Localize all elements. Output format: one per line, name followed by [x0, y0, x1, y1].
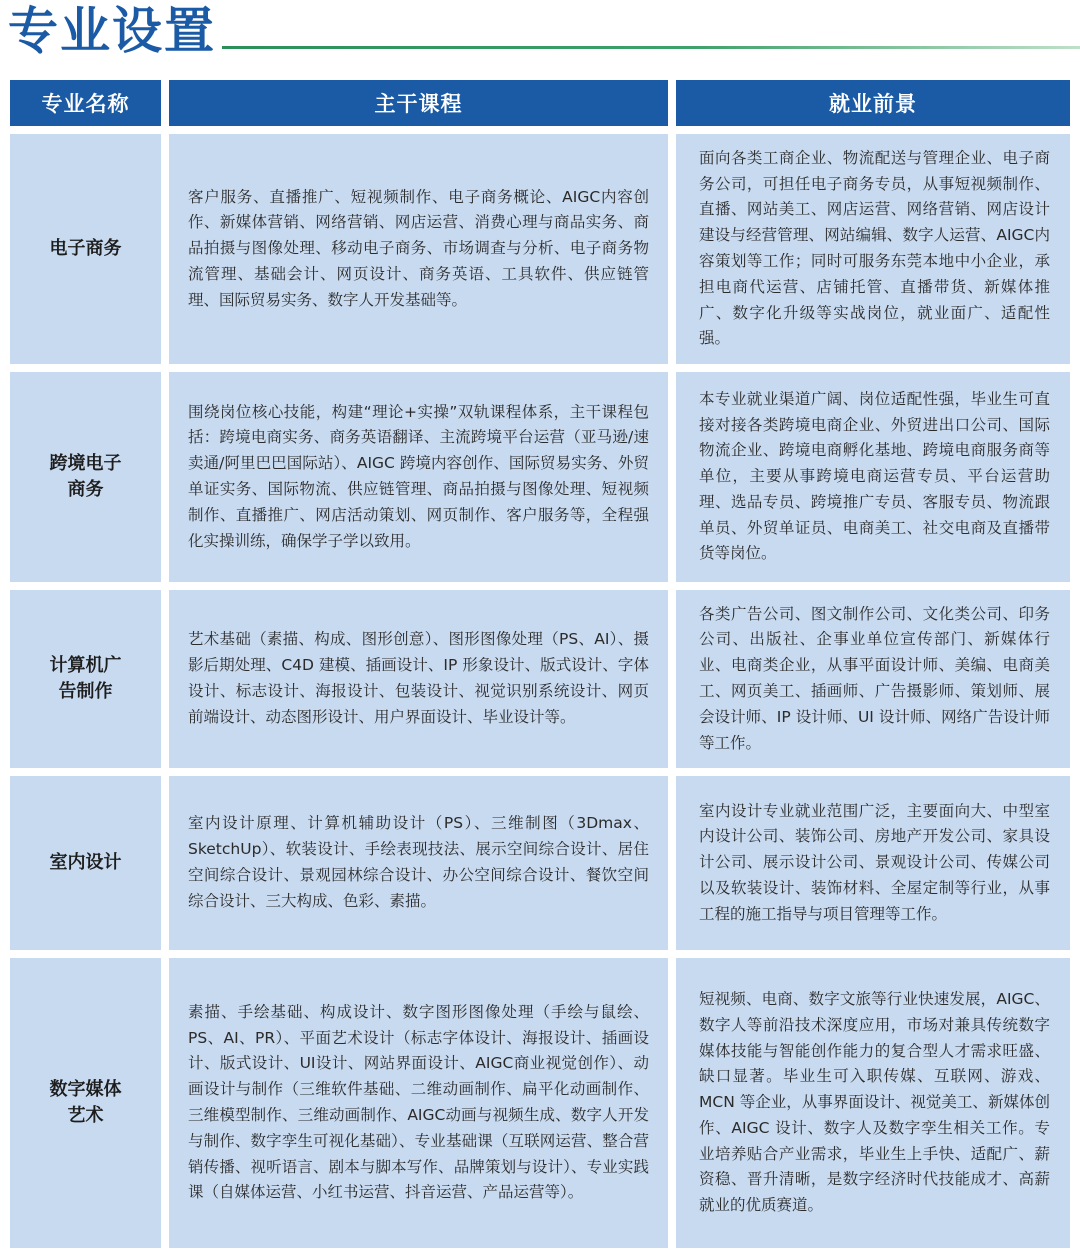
majors-table: [10, 80, 1070, 1248]
major-name: 室内设计: [10, 776, 161, 950]
table-header-row: [10, 80, 1070, 126]
core-courses-text: 围绕岗位核心技能，构建“理论+实操”双轨课程体系，主干课程包括：跨境电商实务、商务英语翻译、主流跨境平台运营（亚马逊/速卖通/阿里巴巴国际站）、AIGC 跨境内容创作、国际贸易实务、外贸单证实务、国际物流、供应链管理、商品拍摄与图像处理、短视频制作、直播推广、网店活动策划、网页制作、客户服务等，全程强化实操训练，确保学子学以致用。: [188, 402, 649, 550]
core-courses: [169, 958, 668, 1248]
table-row: [10, 776, 1070, 950]
major-name: [10, 372, 161, 582]
career-prospects: [676, 372, 1070, 582]
core-courses: [169, 372, 668, 582]
major-name: [10, 590, 161, 768]
career-prospects-text: 各类广告公司、图文制作公司、文化类公司、印务公司、出版社、企事业单位宣传部门、新媒体行业、电商类企业，从事平面设计师、美编、电商美工、网页美工、插画师、广告摄影师、策划师、展会设计师、IP 设计师、UI 设计师、网络广告设计师等工作。: [699, 604, 1050, 752]
major-name: [10, 958, 161, 1248]
table-row: [10, 372, 1070, 582]
career-prospects-text: 室内设计专业就业范围广泛，主要面向大、中型室内设计公司、装饰公司、房地产开发公司、家具设计公司、展示设计公司、景观设计公司、传媒公司以及软装设计、装饰材料、全屋定制等行业，从事工程的施工指导与项目管理等工作。: [699, 801, 1050, 923]
core-courses-text: 客户服务、直播推广、短视频制作、电子商务概论、AIGC内容创作、新媒体营销、网络营销、网店运营、消费心理与商品实务、商品拍摄与图像处理、移动电子商务、市场调查与分析、电子商务物流管理、基础会计、网页设计、商务英语、工具软件、供应链管理、国际贸易实务、数字人开发基础等。: [188, 187, 649, 309]
header-career-prospects: 就业前景: [676, 80, 1070, 126]
career-prospects: [676, 590, 1070, 768]
career-prospects-text: 面向各类工商企业、物流配送与管理企业、电子商务公司，可担任电子商务专员，从事短视频制作、直播、网站美工、网店运营、网络营销、网店设计建设与经营管理、网站编辑、数字人运营、AIGC内容策划等工作；同时可服务东莞本地中小企业，承担电商代运营、店铺托管、直播带货、新媒体推广、数字化升级等实战岗位，就业面广、适配性强。: [699, 148, 1050, 348]
major-name-text: 跨境电子商务: [49, 453, 122, 500]
page-title: 专业设置: [8, 2, 216, 60]
career-prospects-text: 短视频、电商、数字文旅等行业快速发展，AIGC、数字人等前沿技术深度应用，市场对兼具传统数字媒体技能与智能创作能力的复合型人才需求旺盛、缺口显著。毕业生可入职传媒、互联网、游戏、MCN 等企业，从事界面设计、视觉美工、新媒体创作、AIGC 设计、数字人及数字孪生相关工作。专业培养贴合产业需求，毕业生上手快、适配广、薪资稳、晋升清晰，是数字经济时代技能成才、高薪就业的优质赛道。: [699, 989, 1050, 1215]
core-courses-text: 艺术基础（素描、构成、图形创意）、图形图像处理（PS、AI）、摄影后期处理、C4D 建模、插画设计、IP 形象设计、版式设计、字体设计、标志设计、海报设计、包装设计、视觉识别系统设计、网页前端设计、动态图形设计、用户界面设计、毕业设计等。: [188, 630, 649, 726]
career-prospects: [676, 776, 1070, 950]
table-row: [10, 590, 1070, 768]
major-name-text: 数字媒体艺术: [49, 1079, 122, 1126]
career-prospects: [676, 958, 1070, 1248]
core-courses-text: 素描、手绘基础、构成设计、数字图形图像处理（手绘与鼠绘、PS、AI、PR）、平面艺术设计（标志字体设计、海报设计、插画设计、版式设计、UI设计、网站界面设计、AIGC商业视觉创作）、动画设计与制作（三维软件基础、二维动画制作、扁平化动画制作、三维模型制作、三维动画制作、AIGC动画与视频生成、数字人开发与制作、数字孪生可视化基础）、专业基础课（互联网运营、整合营销传播、视听语言、剧本与脚本写作、品牌策划与设计）、专业实践课（自媒体运营、小红书运营、抖音运营、产品运营等）。: [188, 1002, 649, 1202]
header-major-name: 专业名称: [10, 80, 161, 126]
core-courses: [169, 590, 668, 768]
table-row: [10, 134, 1070, 364]
career-prospects: [676, 134, 1070, 364]
page-header: [0, 0, 1080, 70]
title-underline: [222, 46, 1080, 49]
major-name: 电子商务: [10, 134, 161, 364]
core-courses: [169, 134, 668, 364]
major-name-text: 计算机广告制作: [49, 655, 122, 702]
core-courses-text: 室内设计原理、计算机辅助设计（PS）、三维制图（3Dmax、SketchUp）、软装设计、手绘表现技法、展示空间综合设计、居住空间综合设计、景观园林综合设计、办公空间综合设计、餐饮空间综合设计、三大构成、色彩、素描。: [188, 814, 649, 910]
core-courses: [169, 776, 668, 950]
header-core-courses: 主干课程: [169, 80, 668, 126]
career-prospects-text: 本专业就业渠道广阔、岗位适配性强，毕业生可直接对接各类跨境电商企业、外贸进出口公司、国际物流企业、跨境电商孵化基地、跨境电商服务商等单位，主要从事跨境电商运营专员、平台运营助理、选品专员、跨境推广专员、客服专员、物流跟单员、外贸单证员、电商美工、社交电商及直播带货等岗位。: [699, 389, 1050, 563]
table-row: [10, 958, 1070, 1248]
